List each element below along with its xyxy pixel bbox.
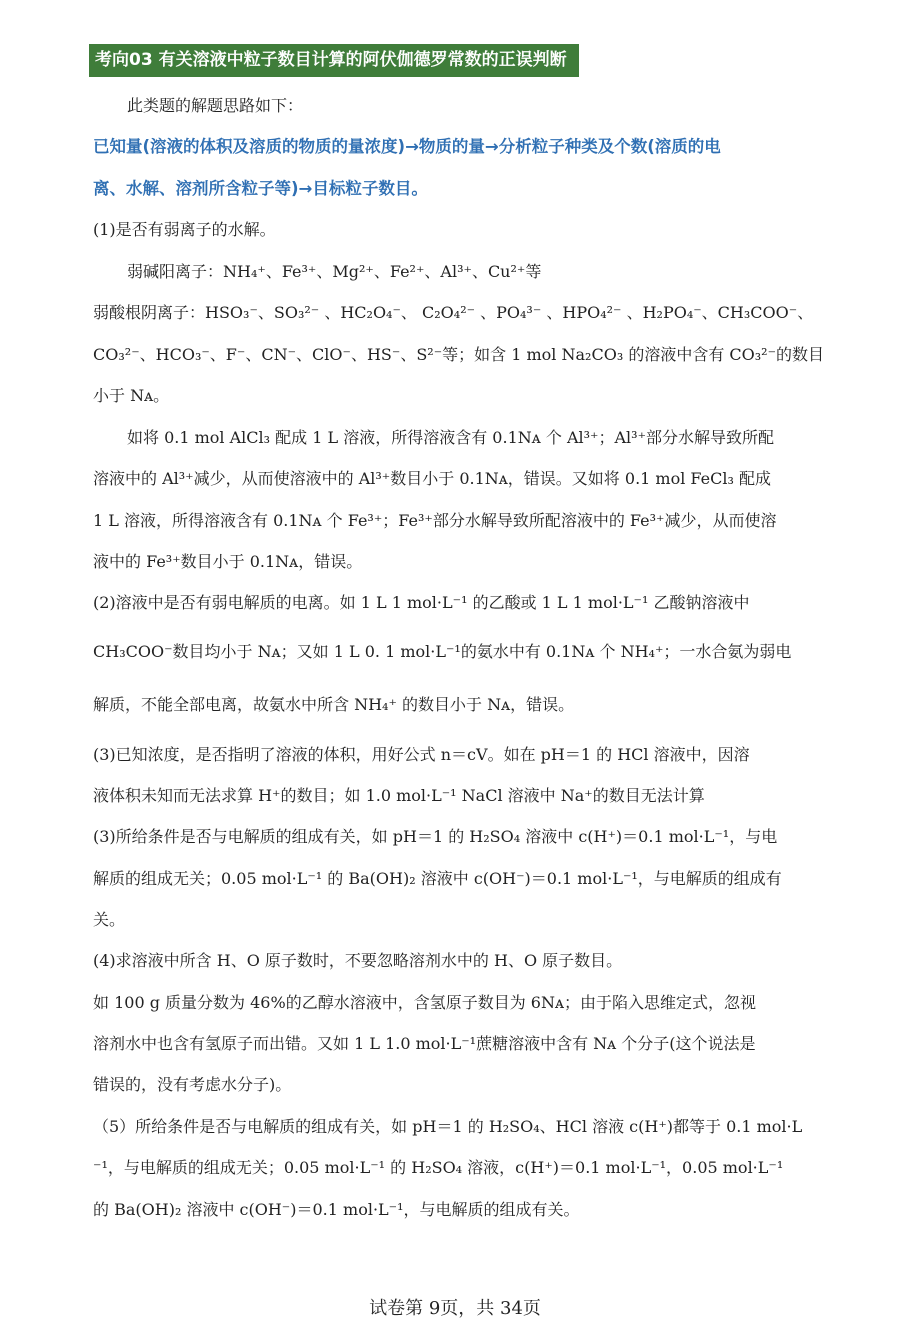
example-alcl3-2: 溶液中的 Al³⁺减少，从而使溶液中的 Al³⁺数目小于 0.1Nᴀ，错误。又如将 0.1 mol FeCl₃ 配成: [93, 469, 771, 488]
point-2-line-3: 解质，不能全部电离，故氨水中所含 NH₄⁺ 的数目小于 Nᴀ，错误。: [93, 695, 575, 714]
example-alcl3-1: 如将 0.1 mol AlCl₃ 配成 1 L 溶液，所得溶液含有 0.1Nᴀ 个 Al³⁺；Al³⁺部分水解导致所配: [127, 428, 775, 447]
point-3a-line-1: (3)已知浓度，是否指明了溶液的体积，用好公式 n＝cV。如在 pH＝1 的 HCl 溶液中，因溶: [93, 745, 750, 764]
intro-line: 此类题的解题思路如下：: [127, 96, 304, 115]
point-5-line-2: ⁻¹，与电解质的组成无关；0.05 mol·L⁻¹ 的 H₂SO₄ 溶液，c(H⁺)＝0.1 mol·L⁻¹，0.05 mol·L⁻¹: [93, 1158, 784, 1177]
point-4-line-1: 如 100 g 质量分数为 46%的乙醇水溶液中，含氢原子数目为 6Nᴀ；由于陷入思维定式，忽视: [93, 993, 756, 1012]
method-line-2: 离、水解、溶剂所含粒子等)→目标粒子数目。: [93, 179, 428, 198]
point-4-title: (4)求溶液中所含 H、O 原子数时，不要忽略溶剂水中的 H、O 原子数目。: [93, 951, 623, 970]
point-2-line-1: (2)溶液中是否有弱电解质的电离。如 1 L 1 mol·L⁻¹ 的乙酸或 1 L 1 mol·L⁻¹ 乙酸钠溶液中: [93, 593, 750, 612]
weak-acid-anions-2: CO₃²⁻、HCO₃⁻、F⁻、CN⁻、ClO⁻、HS⁻、S²⁻等；如含 1 mol Na₂CO₃ 的溶液中含有 CO₃²⁻的数目: [93, 345, 825, 364]
point-4-line-3: 错误的，没有考虑水分子)。: [93, 1075, 292, 1094]
point-5-line-1: （5）所给条件是否与电解质的组成有关，如 pH＝1 的 H₂SO₄、HCl 溶液 c(H⁺)都等于 0.1 mol·L: [93, 1117, 803, 1136]
point-3b-line-1: (3)所给条件是否与电解质的组成有关，如 pH＝1 的 H₂SO₄ 溶液中 c(H⁺)＝0.1 mol·L⁻¹，与电: [93, 827, 778, 846]
weak-base-cations: 弱碱阳离子：NH₄⁺、Fe³⁺、Mg²⁺、Fe²⁺、Al³⁺、Cu²⁺等: [127, 262, 542, 281]
weak-acid-anions-3: 小于 Nᴀ。: [93, 386, 170, 405]
point-4-line-2: 溶剂水中也含有氢原子而出错。又如 1 L 1.0 mol·L⁻¹蔗糖溶液中含有 Nᴀ 个分子(这个说法是: [93, 1034, 756, 1053]
page-number: 试卷第 9页，共 34页: [369, 1298, 541, 1319]
weak-acid-anions-1: 弱酸根阴离子：HSO₃⁻、SO₃²⁻ 、HC₂O₄⁻、 C₂O₄²⁻ 、PO₄³⁻ 、HPO₄²⁻ 、H₂PO₄⁻、CH₃COO⁻、: [93, 303, 814, 322]
point-3b-line-2: 解质的组成无关；0.05 mol·L⁻¹ 的 Ba(OH)₂ 溶液中 c(OH⁻)＝0.1 mol·L⁻¹，与电解质的组成有: [93, 869, 782, 888]
point-3a-line-2: 液体积未知而无法求算 H⁺的数目；如 1.0 mol·L⁻¹ NaCl 溶液中 Na⁺的数目无法计算: [93, 786, 705, 805]
point-3b-line-3: 关。: [93, 910, 126, 929]
point-1-title: (1)是否有弱离子的水解。: [93, 220, 276, 239]
point-5-line-3: 的 Ba(OH)₂ 溶液中 c(OH⁻)＝0.1 mol·L⁻¹，与电解质的组成有关。: [93, 1200, 580, 1219]
section-heading: 考向03 有关溶液中粒子数目计算的阿伏伽德罗常数的正误判断: [89, 44, 579, 77]
method-line-1: 已知量(溶液的体积及溶质的物质的量浓度)→物质的量→分析粒子种类及个数(溶质的电: [93, 137, 721, 156]
point-2-line-2: CH₃COO⁻数目均小于 Nᴀ；又如 1 L 0. 1 mol·L⁻¹的氨水中有 0.1Nᴀ 个 NH₄⁺；一水合氨为弱电: [93, 642, 792, 661]
example-fecl3-1: 1 L 溶液，所得溶液含有 0.1Nᴀ 个 Fe³⁺；Fe³⁺部分水解导致所配溶液中的 Fe³⁺减少，从而使溶: [93, 511, 777, 530]
example-fecl3-2: 液中的 Fe³⁺数目小于 0.1Nᴀ，错误。: [93, 552, 363, 571]
